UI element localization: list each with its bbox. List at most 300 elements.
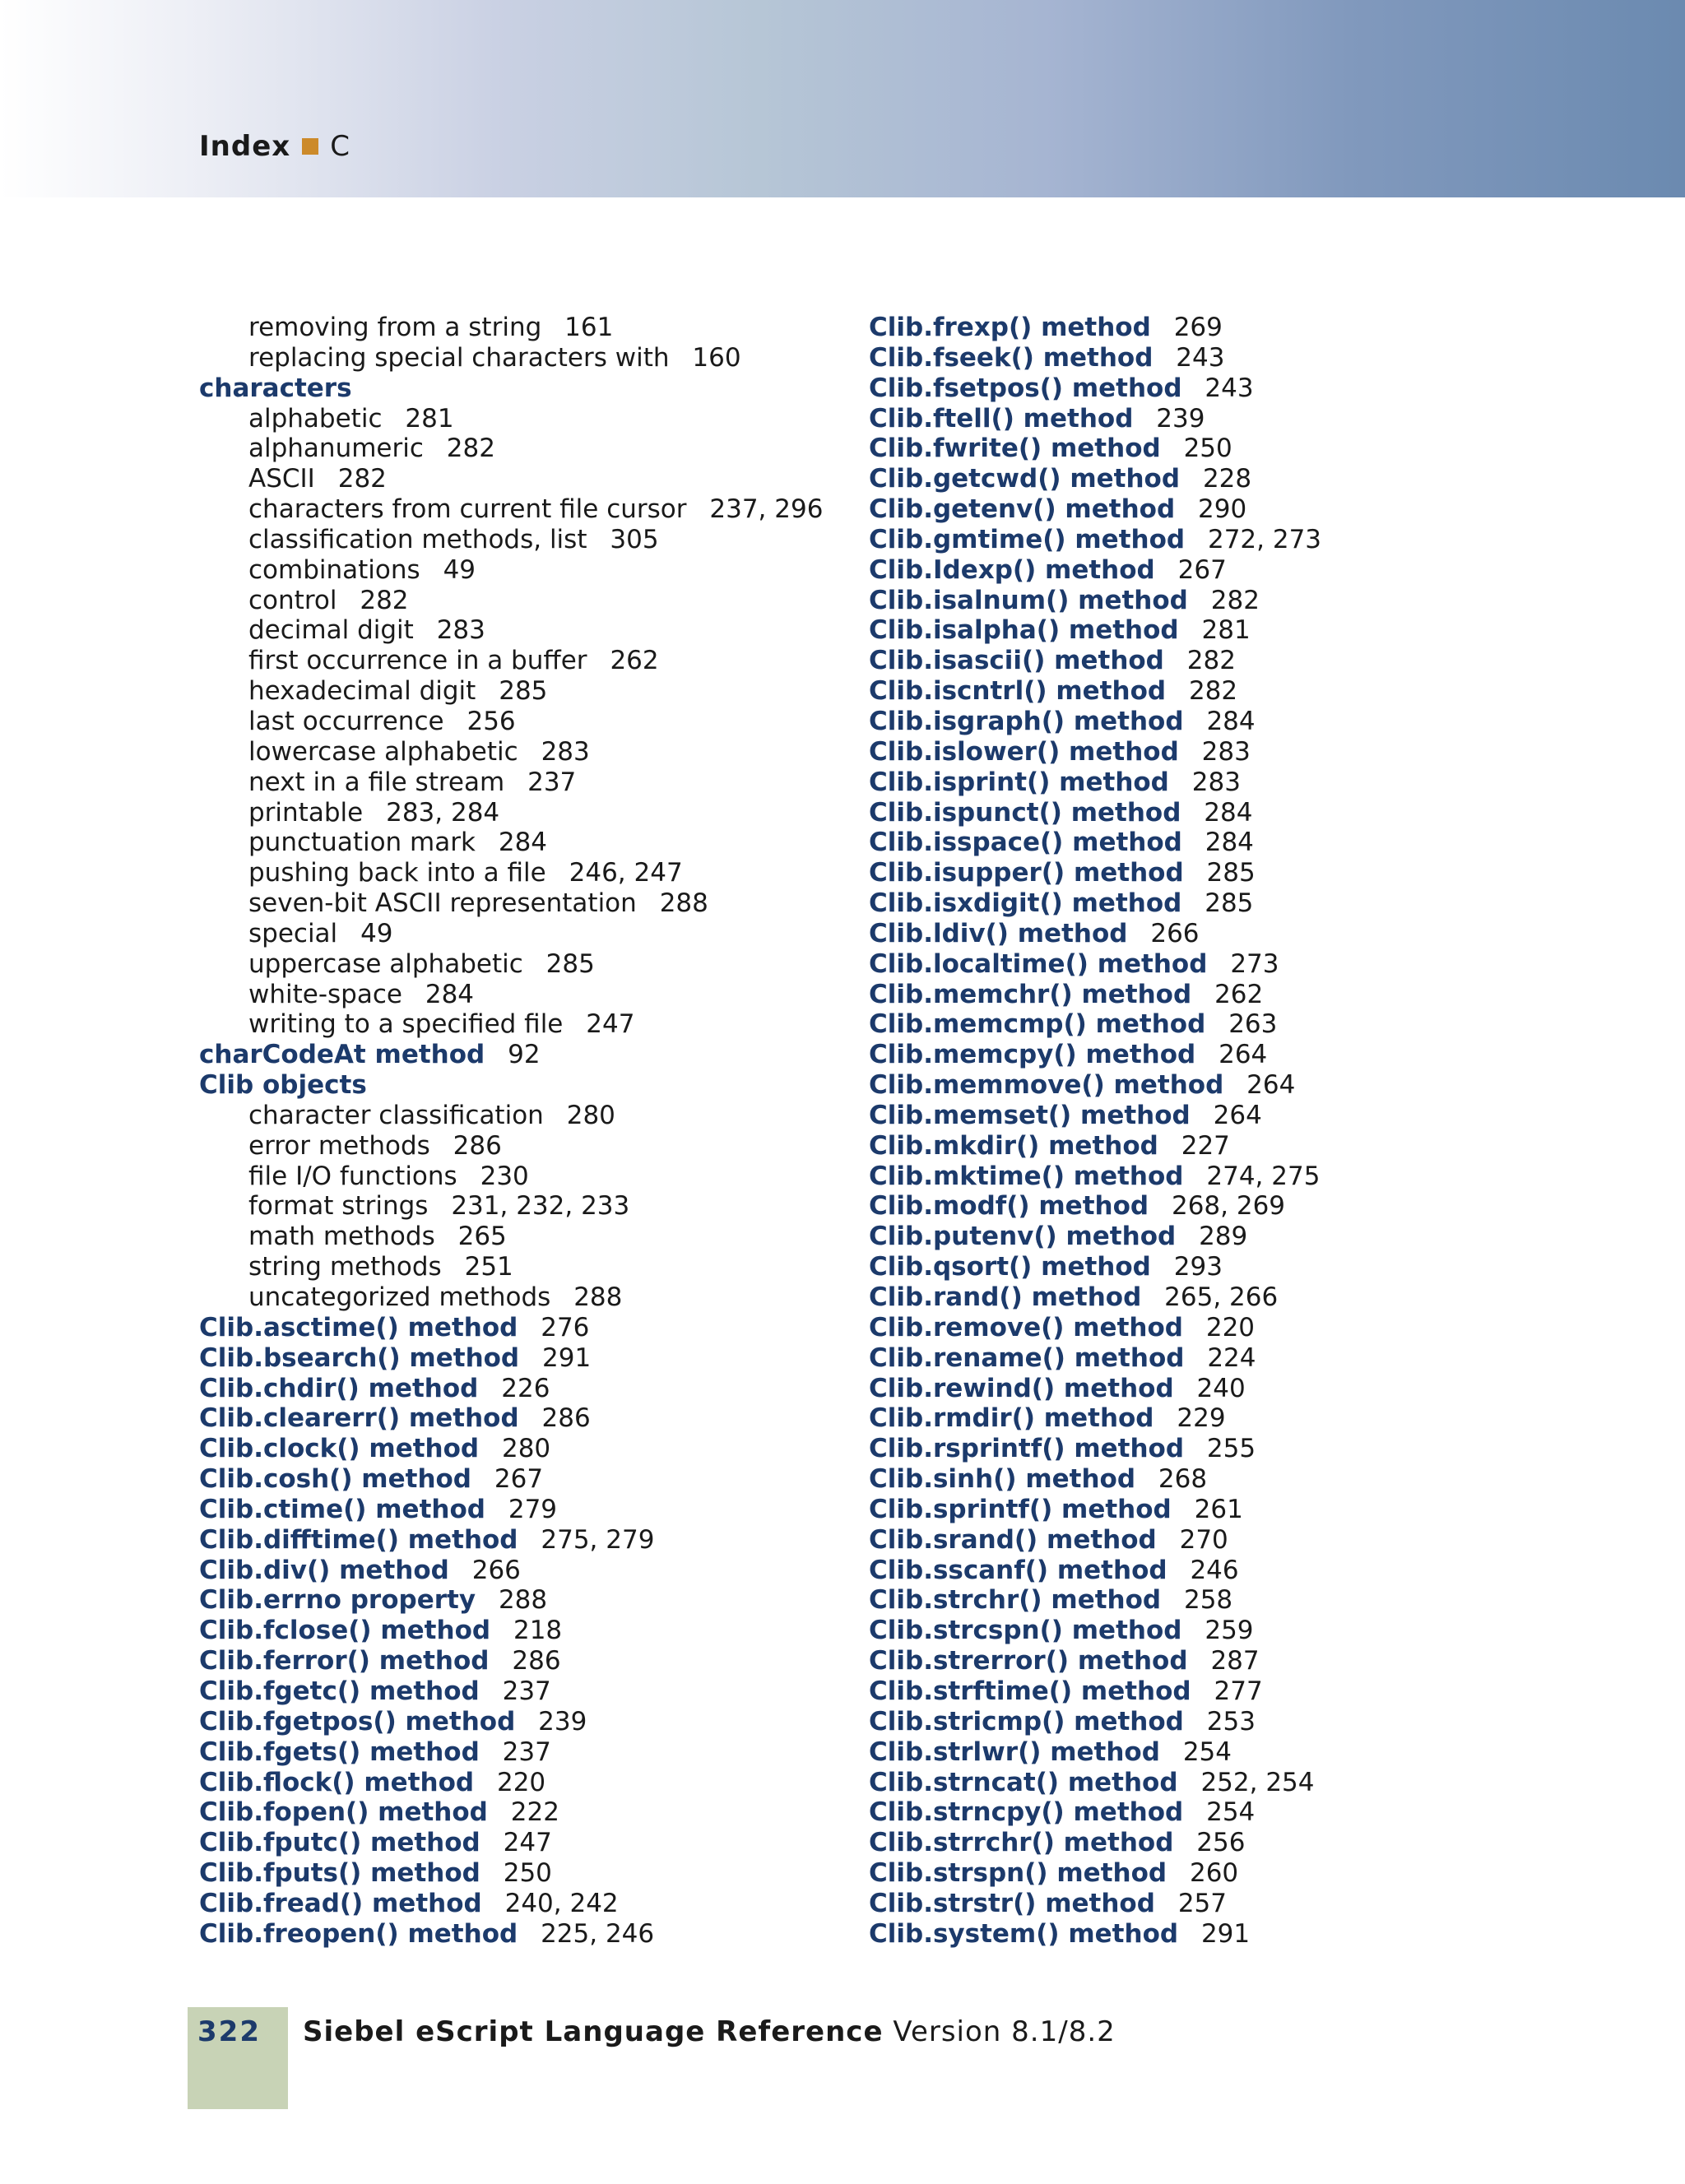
- page-reference: 258: [1183, 1585, 1233, 1616]
- index-term: Clib.freopen() method: [199, 1918, 518, 1949]
- index-entry: [199, 1646, 841, 1676]
- index-term: lowercase alphabetic: [248, 736, 518, 767]
- index-entry: [199, 1676, 841, 1707]
- index-term: white-space: [248, 979, 402, 1009]
- index-subentry: [199, 707, 841, 737]
- page-reference: 240, 242: [504, 1888, 619, 1918]
- index-subentry: [199, 586, 841, 616]
- index-term: Clib.ctime() method: [199, 1494, 485, 1524]
- index-subentry: [199, 949, 841, 980]
- index-entry: [869, 313, 1511, 343]
- page-reference: 254: [1206, 1797, 1256, 1828]
- index-term: Clib.cosh() method: [199, 1464, 471, 1495]
- page-reference: 243: [1205, 373, 1254, 403]
- index-subentry: [199, 464, 841, 494]
- header-letter: C: [330, 130, 350, 163]
- index-term: Clib.strrchr() method: [869, 1828, 1174, 1858]
- index-term: Clib.srand() method: [869, 1524, 1157, 1555]
- index-entry: [199, 1403, 841, 1434]
- page-reference: 220: [1205, 1312, 1256, 1342]
- index-term: Clib.strerror() method: [869, 1646, 1188, 1676]
- page-reference: 264: [1218, 1040, 1268, 1070]
- index-term: Clib.ldiv() method: [869, 918, 1128, 948]
- index-term: Clib.isupper() method: [869, 858, 1184, 888]
- index-entry: [199, 1525, 841, 1556]
- index-entry: [869, 980, 1511, 1010]
- index-term: format strings: [248, 1191, 429, 1222]
- index-term: writing to a specified file: [248, 1009, 564, 1040]
- index-term: Clib.isxdigit() method: [869, 888, 1182, 919]
- index-subentry: [199, 525, 841, 555]
- running-header: [199, 130, 350, 163]
- index-entry: [869, 707, 1511, 737]
- page-reference: 218: [513, 1616, 563, 1646]
- index-entry: [869, 434, 1511, 464]
- index-term: Clib.rmdir() method: [869, 1403, 1154, 1434]
- page-reference: 282: [1188, 676, 1238, 707]
- page-reference: 256: [1196, 1828, 1246, 1858]
- page-reference: 282: [446, 434, 495, 464]
- index-term: Clib.islower() method: [869, 736, 1179, 767]
- index-term: Clib.memcmp() method: [869, 1009, 1206, 1040]
- index-entry: [869, 464, 1511, 494]
- page-reference: 265, 266: [1164, 1282, 1279, 1312]
- index-entry: [869, 1252, 1511, 1282]
- page-reference: 267: [494, 1464, 544, 1495]
- page-reference: 237, 296: [709, 494, 824, 525]
- page-reference: 285: [1205, 888, 1254, 919]
- index-entry: [199, 1070, 841, 1101]
- page-reference: 284: [425, 979, 475, 1009]
- index-term: Clib.gmtime() method: [869, 524, 1186, 554]
- page-reference: 250: [1183, 434, 1232, 464]
- index-term: Clib.ftell() method: [869, 403, 1134, 434]
- index-term: Clib.mktime() method: [869, 1161, 1184, 1191]
- index-subentry: [199, 343, 841, 373]
- index-entry: [869, 404, 1511, 434]
- index-term: Clib.getenv() method: [869, 494, 1176, 525]
- page-reference: 283: [1201, 736, 1251, 767]
- index-entry: [869, 1343, 1511, 1374]
- index-entry: [199, 1040, 841, 1070]
- index-term: Clib.bsearch() method: [199, 1342, 520, 1373]
- index-subentry: [199, 737, 841, 767]
- index-entry: [869, 343, 1511, 373]
- index-entry: [199, 1737, 841, 1768]
- index-entry: [869, 1495, 1511, 1525]
- index-subentry: [199, 313, 841, 343]
- index-term: Clib.clearerr() method: [199, 1403, 519, 1434]
- index-term: Clib.fputs() method: [199, 1858, 480, 1889]
- page-reference: 264: [1213, 1100, 1262, 1130]
- index-entry: [869, 1737, 1511, 1768]
- page-reference: 305: [610, 524, 659, 554]
- index-entry: [869, 646, 1511, 676]
- page-reference: 283: [541, 736, 590, 767]
- index-subentry: [199, 1009, 841, 1040]
- index-entry: [199, 1434, 841, 1464]
- index-term: Clib.errno property: [199, 1585, 476, 1616]
- page-reference: 247: [586, 1009, 635, 1040]
- page-reference: 225, 246: [541, 1918, 655, 1949]
- index-entry: [869, 1282, 1511, 1313]
- page-reference: 270: [1179, 1524, 1228, 1555]
- index-entry: [869, 1464, 1511, 1495]
- index-entry: [199, 1797, 841, 1828]
- index-entry: [869, 676, 1511, 707]
- index-entry: [869, 767, 1511, 798]
- index-entry: [869, 1556, 1511, 1586]
- index-term: file I/O functions: [248, 1161, 457, 1191]
- page-reference: 256: [467, 706, 516, 736]
- index-entry: [869, 494, 1511, 525]
- index-term: special: [248, 918, 338, 948]
- index-term: control: [248, 585, 337, 615]
- page-reference: 286: [453, 1130, 502, 1161]
- index-entry: [869, 1797, 1511, 1828]
- index-entry: [199, 1585, 841, 1616]
- index-subentry: [199, 1191, 841, 1222]
- book-version: Version 8.1/8.2: [893, 2015, 1116, 2048]
- page-reference: 266: [471, 1555, 521, 1585]
- index-term: printable: [248, 797, 364, 828]
- index-entry: [869, 1828, 1511, 1858]
- index-subentry: [199, 615, 841, 646]
- index-term: Clib.isalnum() method: [869, 585, 1188, 615]
- page-reference: 266: [1150, 918, 1200, 948]
- index-entry: [869, 1616, 1511, 1646]
- page-reference: 286: [541, 1403, 591, 1434]
- index-term: last occurrence: [248, 706, 444, 736]
- index-term: Clib.strstr() method: [869, 1888, 1155, 1918]
- index-entry: [869, 1009, 1511, 1040]
- book-title: Siebel eScript Language Reference: [303, 2015, 884, 2048]
- index-entry: [199, 1556, 841, 1586]
- page-reference: 289: [1199, 1222, 1248, 1252]
- index-term: Clib.isgraph() method: [869, 706, 1184, 736]
- index-term: Clib.fread() method: [199, 1888, 482, 1918]
- index-term: character classification: [248, 1100, 544, 1130]
- page-reference: 261: [1194, 1494, 1243, 1524]
- index-entry: [869, 858, 1511, 888]
- page-reference: 250: [503, 1858, 552, 1889]
- index-entry: [869, 1222, 1511, 1252]
- page-reference: 284: [1206, 706, 1256, 736]
- index-subentry: [199, 888, 841, 919]
- page-reference: 222: [510, 1797, 559, 1828]
- index-entry: [199, 1313, 841, 1343]
- index-term: Clib.difftime() method: [199, 1524, 518, 1555]
- index-term: Clib.localtime() method: [869, 948, 1208, 979]
- index-term: charCodeAt method: [199, 1040, 485, 1070]
- page-reference: 285: [545, 948, 595, 979]
- index-subentry: [199, 434, 841, 464]
- index-column-right: [869, 313, 1511, 1950]
- index-entry: [869, 1889, 1511, 1919]
- index-term: Clib.strncpy() method: [869, 1797, 1184, 1828]
- page-reference: 229: [1177, 1403, 1226, 1434]
- page-reference: 291: [1200, 1918, 1251, 1949]
- index-term: characters: [199, 373, 352, 403]
- index-entry: [869, 1131, 1511, 1162]
- index-term: Clib.fwrite() method: [869, 434, 1161, 464]
- index-entry: [199, 1374, 841, 1404]
- page-reference: 265: [457, 1222, 507, 1252]
- index-entry: [869, 1162, 1511, 1192]
- index-term: Clib.fseek() method: [869, 342, 1154, 373]
- page-reference: 282: [360, 585, 409, 615]
- index-subentry: [199, 1222, 841, 1252]
- index-entry: [199, 1919, 841, 1950]
- page-reference: 239: [1156, 403, 1205, 434]
- index-term: Clib.strcspn() method: [869, 1616, 1182, 1646]
- page-reference: 285: [1206, 858, 1256, 888]
- page-reference: 239: [538, 1706, 587, 1737]
- page-reference: 287: [1210, 1646, 1260, 1676]
- page-reference: 272, 273: [1207, 524, 1322, 554]
- index-column-left: [199, 313, 841, 1950]
- page-reference: 246, 247: [569, 858, 683, 888]
- page-reference: 274, 275: [1206, 1161, 1321, 1191]
- page-reference: 161: [564, 313, 614, 342]
- index-term: Clib.memmove() method: [869, 1070, 1224, 1101]
- index-term: decimal digit: [248, 615, 414, 646]
- index-term: Clib.memset() method: [869, 1100, 1191, 1130]
- index-subentry: [199, 1252, 841, 1282]
- index-term: Clib.strftime() method: [869, 1676, 1191, 1706]
- index-entry: [869, 798, 1511, 828]
- page-reference: 226: [501, 1373, 550, 1403]
- index-term: Clib.fgetc() method: [199, 1676, 480, 1706]
- index-term: Clib.rename() method: [869, 1342, 1185, 1373]
- index-term: Clib.memchr() method: [869, 979, 1192, 1009]
- page-reference: 247: [503, 1828, 552, 1858]
- index-entry: [869, 555, 1511, 586]
- index-entry: [869, 828, 1511, 858]
- index-term: Clib.memcpy() method: [869, 1040, 1196, 1070]
- index-term: Clib.getcwd() method: [869, 464, 1181, 494]
- index-term: Clib.chdir() method: [199, 1373, 479, 1403]
- index-entry: [869, 1070, 1511, 1101]
- page-reference: 291: [542, 1342, 592, 1373]
- index-term: Clib.strspn() method: [869, 1858, 1167, 1889]
- index-term: Clib.div() method: [199, 1555, 449, 1585]
- page-reference: 49: [360, 918, 393, 948]
- page-reference: 230: [480, 1161, 529, 1191]
- index-subentry: [199, 646, 841, 676]
- page-reference: 240: [1196, 1373, 1246, 1403]
- page-reference: 252, 254: [1200, 1767, 1315, 1797]
- index-term: Clib.strncat() method: [869, 1767, 1178, 1797]
- index-term: Clib.modf() method: [869, 1191, 1149, 1222]
- page-reference: 277: [1214, 1676, 1263, 1706]
- page-reference: 283: [436, 615, 485, 646]
- index-subentry: [199, 676, 841, 707]
- index-term: Clib.rand() method: [869, 1282, 1142, 1312]
- index-term: error methods: [248, 1130, 430, 1161]
- index-term: Clib.sscanf() method: [869, 1555, 1167, 1585]
- index-term: Clib.fopen() method: [199, 1797, 488, 1828]
- page-reference: 237: [502, 1737, 551, 1767]
- page-reference: 268, 269: [1171, 1191, 1286, 1222]
- page-number: 322: [197, 2015, 261, 2048]
- page-reference: 286: [512, 1646, 561, 1676]
- index-term: uppercase alphabetic: [248, 948, 523, 979]
- index-entry: [869, 1525, 1511, 1556]
- page-reference: 276: [541, 1312, 590, 1342]
- index-term: punctuation mark: [248, 828, 476, 858]
- page-reference: 268: [1158, 1464, 1208, 1495]
- index-term: combinations: [248, 554, 420, 585]
- page-reference: 228: [1202, 464, 1252, 494]
- index-entry: [199, 1343, 841, 1374]
- index-term: Clib.rsprintf() method: [869, 1434, 1185, 1464]
- index-entry: [199, 373, 841, 404]
- index-term: Clib.strchr() method: [869, 1585, 1162, 1616]
- page-reference: 273: [1230, 948, 1279, 979]
- index-entry: [199, 1616, 841, 1646]
- index-entry: [869, 1434, 1511, 1464]
- page-reference: 231, 232, 233: [451, 1191, 630, 1222]
- index-term: Clib.fclose() method: [199, 1616, 491, 1646]
- page-reference: 281: [405, 403, 454, 434]
- index-entry: [199, 1768, 841, 1798]
- page-reference: 288: [573, 1282, 623, 1312]
- index-entry: [869, 888, 1511, 919]
- page-reference: 255: [1206, 1434, 1256, 1464]
- index-entry: [869, 1676, 1511, 1707]
- index-term: classification methods, list: [248, 524, 587, 554]
- index-entry: [869, 949, 1511, 980]
- index-term: Clib.remove() method: [869, 1312, 1183, 1342]
- page-reference: 227: [1181, 1130, 1230, 1161]
- page-reference: 92: [508, 1040, 541, 1070]
- header-section: Index: [199, 130, 291, 163]
- index-entry: [869, 525, 1511, 555]
- page-reference: 224: [1207, 1342, 1256, 1373]
- page-reference: 257: [1177, 1888, 1227, 1918]
- index-entry: [869, 373, 1511, 404]
- index-term: Clib.isalpha() method: [869, 615, 1179, 646]
- page-reference: 280: [501, 1434, 551, 1464]
- index-subentry: [199, 980, 841, 1010]
- index-entry: [869, 615, 1511, 646]
- index-term: pushing back into a file: [248, 858, 546, 888]
- index-term: alphabetic: [248, 403, 383, 434]
- page-reference: 284: [1205, 828, 1254, 858]
- index-term: Clib.isascii() method: [869, 646, 1164, 676]
- index-term: Clib.ispunct() method: [869, 797, 1181, 828]
- index-entry: [869, 919, 1511, 949]
- index-entry: [199, 1707, 841, 1737]
- page-reference: 259: [1205, 1616, 1254, 1646]
- page-reference: 283: [1191, 767, 1241, 797]
- page-reference: 267: [1177, 554, 1227, 585]
- page-reference: 269: [1173, 313, 1223, 342]
- index-term: Clib.asctime() method: [199, 1312, 518, 1342]
- header-band: [0, 0, 1685, 197]
- index-entry: [869, 1313, 1511, 1343]
- index-term: seven-bit ASCII representation: [248, 888, 637, 919]
- index-subentry: [199, 767, 841, 798]
- page-reference: 251: [464, 1252, 513, 1282]
- index-term: hexadecimal digit: [248, 676, 476, 707]
- page-reference: 279: [508, 1494, 558, 1524]
- page-reference: 288: [498, 1585, 548, 1616]
- index-term: Clib.iscntrl() method: [869, 676, 1167, 707]
- index-term: Clib.mkdir() method: [869, 1130, 1158, 1161]
- index-term: Clib.flock() method: [199, 1767, 475, 1797]
- page-reference: 288: [659, 888, 708, 919]
- index-entry: [869, 1646, 1511, 1676]
- index-term: Clib.fsetpos() method: [869, 373, 1182, 403]
- index-term: Clib.fgetpos() method: [199, 1706, 516, 1737]
- index-term: Clib.rewind() method: [869, 1373, 1174, 1403]
- page-reference: 243: [1176, 342, 1225, 373]
- page-reference: 160: [692, 342, 741, 373]
- index-entry: [869, 1191, 1511, 1222]
- page-reference: 282: [1210, 585, 1260, 615]
- index-term: Clib.qsort() method: [869, 1252, 1151, 1282]
- index-term: Clib.fputc() method: [199, 1828, 480, 1858]
- index-term: ASCII: [248, 464, 315, 494]
- index-subentry: [199, 798, 841, 828]
- index-term: removing from a string: [248, 313, 542, 342]
- index-entry: [869, 1101, 1511, 1131]
- index-term: Clib.clock() method: [199, 1434, 480, 1464]
- index-subentry: [199, 404, 841, 434]
- page-reference: 280: [566, 1100, 615, 1130]
- index-term: characters from current file cursor: [248, 494, 687, 525]
- index-entry: [869, 1585, 1511, 1616]
- index-subentry: [199, 555, 841, 586]
- index-entry: [199, 1495, 841, 1525]
- index-term: Clib.isspace() method: [869, 828, 1182, 858]
- index-term: Clib.Idexp() method: [869, 554, 1155, 585]
- index-term: Clib objects: [199, 1070, 367, 1101]
- page-reference: 293: [1173, 1252, 1223, 1282]
- index-term: string methods: [248, 1252, 442, 1282]
- index-entry: [869, 1707, 1511, 1737]
- page-reference: 283, 284: [386, 797, 500, 828]
- index-term: Clib.sinh() method: [869, 1464, 1136, 1495]
- page-reference: 220: [496, 1767, 546, 1797]
- index-subentry: [199, 1131, 841, 1162]
- index-entry: [869, 1858, 1511, 1889]
- index-term: Clib.putenv() method: [869, 1222, 1177, 1252]
- index-subentry: [199, 1162, 841, 1192]
- page-reference: 282: [337, 464, 387, 494]
- index-term: first occurrence in a buffer: [248, 646, 587, 676]
- index-entry: [199, 1828, 841, 1858]
- index-term: Clib.frexp() method: [869, 313, 1151, 342]
- index-term: Clib.strlwr() method: [869, 1737, 1160, 1767]
- page-reference: 275, 279: [541, 1524, 655, 1555]
- page-reference: 246: [1190, 1555, 1239, 1585]
- page-reference: 262: [610, 646, 659, 676]
- index-entry: [199, 1858, 841, 1889]
- index-term: alphanumeric: [248, 434, 424, 464]
- index-subentry: [199, 919, 841, 949]
- page-reference: 284: [498, 828, 548, 858]
- index-entry: [869, 1374, 1511, 1404]
- page-reference: 237: [502, 1676, 551, 1706]
- page-reference: 281: [1201, 615, 1251, 646]
- index-subentry: [199, 494, 841, 525]
- page-reference: 49: [443, 554, 476, 585]
- page-reference: 262: [1214, 979, 1264, 1009]
- index-subentry: [199, 1101, 841, 1131]
